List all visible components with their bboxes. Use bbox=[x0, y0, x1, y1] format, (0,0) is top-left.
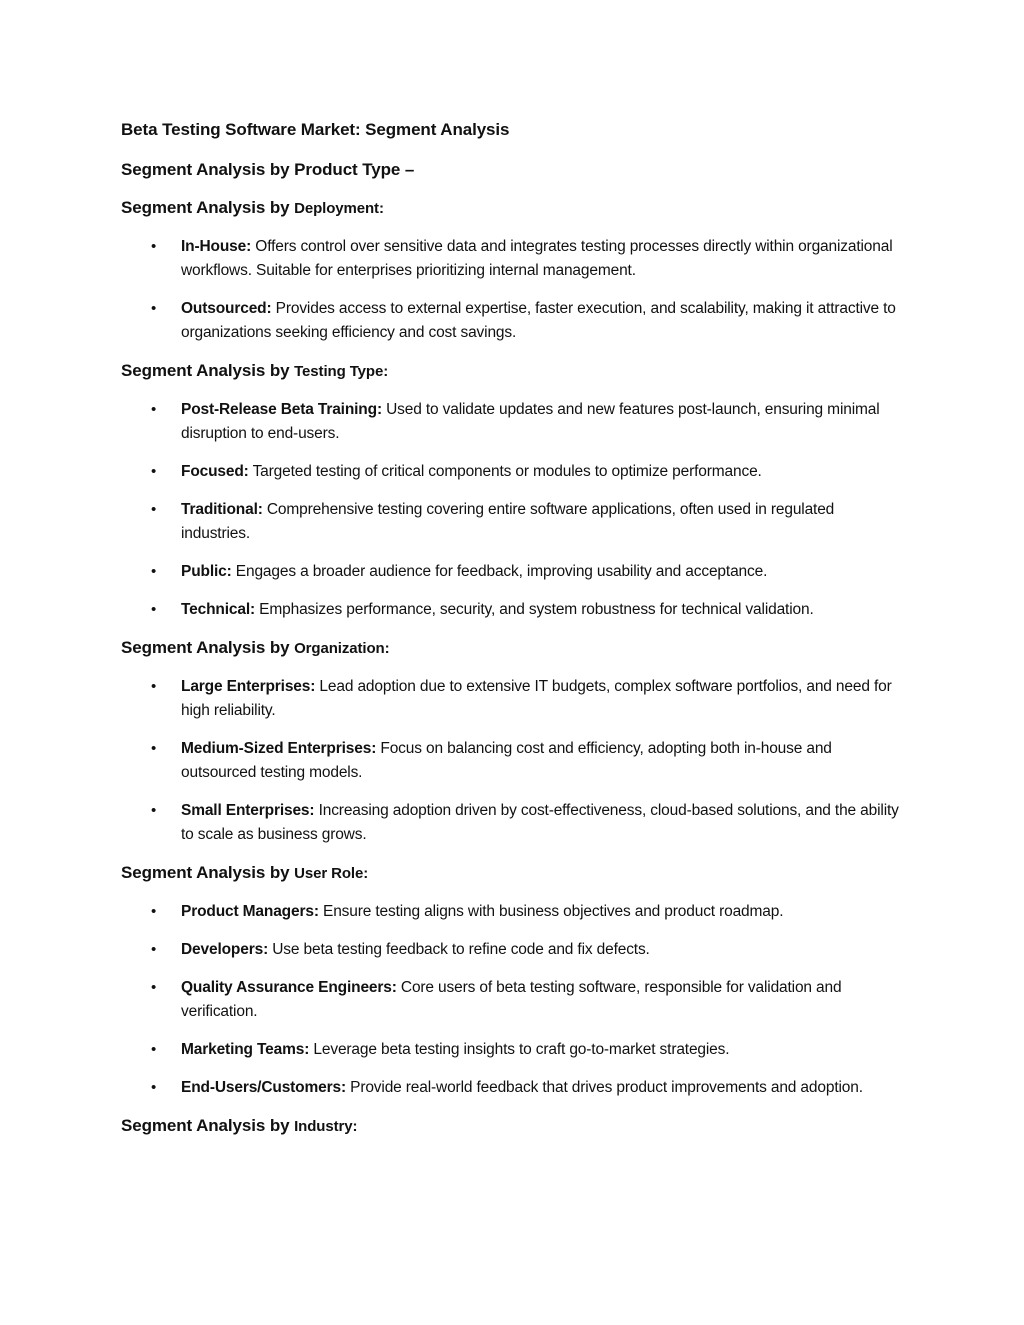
list-item: • Developers: Use beta testing feedback to refine code and fix defects. bbox=[121, 938, 901, 962]
bullet-icon: • bbox=[151, 501, 157, 518]
bullet-icon: • bbox=[151, 678, 157, 695]
bullet-icon: • bbox=[151, 903, 157, 920]
bullet-icon: • bbox=[151, 1079, 157, 1096]
organization-list bbox=[121, 675, 901, 847]
list-item: • Marketing Teams: Leverage beta testing insights to craft go-to-market strategies. bbox=[121, 1038, 901, 1062]
list-item: • Large Enterprises: Lead adoption due to extensive IT budgets, complex software portfolios, and need for high reliability. bbox=[121, 675, 901, 723]
bullet-icon: • bbox=[151, 740, 157, 757]
list-item: • End-Users/Customers: Provide real-world feedback that drives product improvements and adoption. bbox=[121, 1076, 901, 1100]
bullet-icon: • bbox=[151, 401, 157, 418]
document-title: Beta Testing Software Market: Segment Analysis bbox=[121, 120, 510, 139]
bullet-icon: • bbox=[151, 1041, 157, 1058]
bullet-icon: • bbox=[151, 802, 157, 819]
user-role-list bbox=[121, 900, 901, 1100]
testing-type-list bbox=[121, 398, 901, 622]
list-item: • Medium-Sized Enterprises: Focus on balancing cost and efficiency, adopting both in-house and outsourced testing models. bbox=[121, 737, 901, 785]
bullet-icon: • bbox=[151, 238, 157, 255]
bullet-icon: • bbox=[151, 979, 157, 996]
list-item: • Technical: Emphasizes performance, security, and system robustness for technical validation. bbox=[121, 598, 901, 622]
heading-user-role: Segment Analysis by User Role: bbox=[121, 863, 369, 882]
bullet-icon: • bbox=[151, 563, 157, 580]
deployment-list bbox=[121, 235, 901, 345]
heading-organization: Segment Analysis by Organization: bbox=[121, 638, 390, 657]
document-page bbox=[121, 118, 901, 1153]
bullet-icon: • bbox=[151, 463, 157, 480]
list-item: • Public: Engages a broader audience for feedback, improving usability and acceptance. bbox=[121, 560, 901, 584]
list-item: • In-House: Offers control over sensitive data and integrates testing processes directly within organizational workflows. Suitable for enterprises prioritizing internal management. bbox=[121, 235, 901, 283]
heading-deployment: Segment Analysis by Deployment: bbox=[121, 198, 384, 217]
list-item: • Quality Assurance Engineers: Core users of beta testing software, responsible for validation and verification. bbox=[121, 976, 901, 1024]
list-item: • Small Enterprises: Increasing adoption driven by cost-effectiveness, cloud-based solutions, and the ability to scale as business grows. bbox=[121, 799, 901, 847]
bullet-icon: • bbox=[151, 941, 157, 958]
list-item: • Post-Release Beta Training: Used to validate updates and new features post-launch, ensuring minimal disruption to end-users. bbox=[121, 398, 901, 446]
list-item: • Product Managers: Ensure testing aligns with business objectives and product roadmap. bbox=[121, 900, 901, 924]
heading-product-type: Segment Analysis by Product Type – bbox=[121, 160, 415, 179]
list-item: • Traditional: Comprehensive testing covering entire software applications, often used in regulated industries. bbox=[121, 498, 901, 546]
bullet-icon: • bbox=[151, 601, 157, 618]
heading-industry: Segment Analysis by Industry: bbox=[121, 1116, 358, 1135]
bullet-icon: • bbox=[151, 300, 157, 317]
heading-testing-type: Segment Analysis by Testing Type: bbox=[121, 361, 389, 380]
list-item: • Outsourced: Provides access to external expertise, faster execution, and scalability, making it attractive to organizations seeking efficiency and cost savings. bbox=[121, 297, 901, 345]
list-item: • Focused: Targeted testing of critical components or modules to optimize performance. bbox=[121, 460, 901, 484]
